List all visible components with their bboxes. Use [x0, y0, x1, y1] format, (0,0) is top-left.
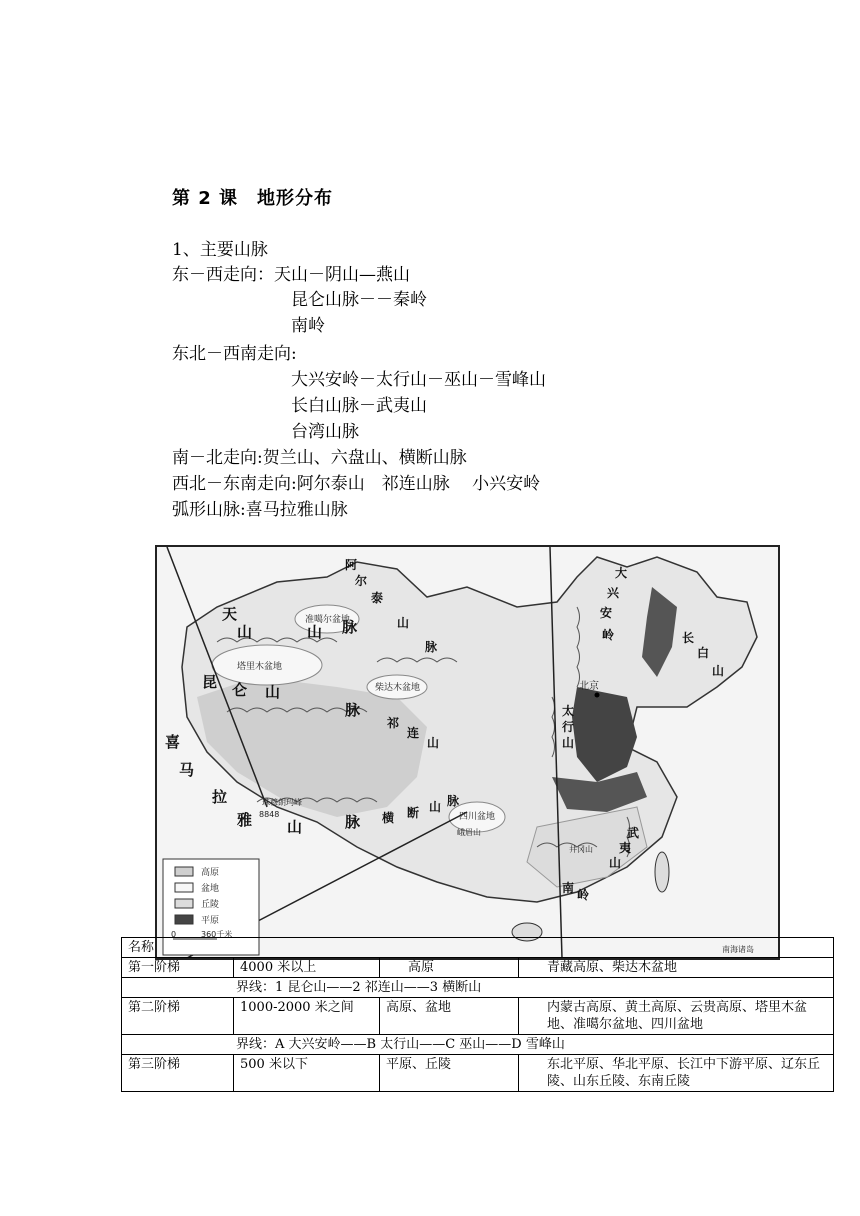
step-type: 平原、丘陵: [380, 1055, 519, 1092]
label-beijing: 北京: [579, 681, 599, 692]
label-nanhai: 南海诸岛: [722, 945, 754, 954]
label-daxinganling-4: 岭: [602, 628, 615, 642]
table-boundary-row: [122, 978, 834, 998]
label-altai-2: 尔: [355, 574, 368, 588]
text-line: 南－北走向:贺兰山、六盘山、横断山脉: [172, 448, 467, 468]
label-daxinganling-1: 大: [615, 566, 628, 580]
terrain-steps-table: [121, 937, 834, 1092]
label-wuyi-3: 山: [609, 856, 622, 870]
label-tianshan-2: 山: [237, 623, 253, 641]
step-examples: 东北平原、华北平原、长江中下游平原、辽东丘陵、山东丘陵、东南丘陵: [519, 1055, 834, 1092]
text-line: 西北－东南走向:阿尔泰山 祁连山脉 小兴安岭: [172, 474, 541, 494]
section-heading: 1、主要山脉: [172, 240, 268, 260]
label-taklimakan: 塔里木盆地: [237, 662, 283, 672]
label-taihang-3: 山: [562, 736, 575, 750]
text-line: 台湾山脉: [291, 422, 359, 442]
label-everest: 珠穆朗玛峰: [262, 798, 302, 807]
label-altai-4: 山: [397, 616, 410, 630]
label-hengduan-4: 脉: [447, 794, 460, 808]
text-line: 弧形山脉:喜马拉雅山脉: [172, 500, 348, 520]
label-qilian-3: 山: [427, 736, 440, 750]
text-line: 南岭: [291, 316, 325, 336]
legend-plain: 平原: [201, 916, 220, 926]
terrain-map-svg: [157, 547, 778, 958]
label-hengduan-2: 断: [407, 806, 420, 820]
label-junggar: 准噶尔盆地: [305, 615, 351, 625]
label-altai-3: 泰: [371, 591, 384, 605]
text-line: 昆仑山脉－－秦岭: [291, 290, 427, 310]
label-qilian-1: 祁: [387, 716, 400, 730]
label-qilian-2: 连: [407, 726, 420, 740]
text-line: 长白山脉－武夷山: [291, 396, 427, 416]
table-row: [122, 958, 834, 978]
lesson-title: 第 2 课 地形分布: [172, 188, 334, 209]
table-header-cell: [122, 938, 834, 958]
label-daxinganling-3: 安: [600, 606, 613, 620]
step-name: 第一阶梯: [122, 958, 234, 978]
label-kunlun-4: 脉: [345, 701, 361, 719]
label-changbai-3: 山: [712, 664, 725, 678]
label-taihang-2: 行: [562, 720, 575, 734]
label-himalaya-5: 山: [287, 818, 303, 836]
label-everest-height: 8848: [259, 810, 280, 819]
step-examples: 青藏高原、柴达木盆地: [519, 958, 834, 978]
label-himalaya-3: 拉: [212, 788, 228, 806]
step-type: 高原、盆地: [380, 998, 519, 1035]
label-himalaya-1: 喜: [165, 733, 181, 751]
legend-plateau: 高原: [201, 868, 220, 878]
table-boundary-row: [122, 1035, 834, 1055]
label-kunlun-2: 仑: [232, 681, 248, 699]
boundary-text: 界线：A 大兴安岭——B 太行山——C 巫山——D 雪峰山: [122, 1035, 834, 1055]
legend-basin: 盆地: [201, 884, 220, 894]
label-himalaya-2: 马: [179, 761, 195, 779]
label-tianshan-1: 天: [222, 605, 238, 623]
text-line: 东北－西南走向:: [172, 344, 297, 364]
label-tianshan-4: 脉: [342, 618, 358, 636]
label-emei: 峨眉山: [457, 828, 481, 837]
step-examples: 内蒙古高原、黄土高原、云贵高原、塔里木盆地、准噶尔盆地、四川盆地: [519, 998, 834, 1035]
text-line: 大兴安岭－太行山－巫山－雪峰山: [291, 370, 546, 390]
label-himalaya-6: 脉: [345, 813, 361, 831]
table-row: [122, 998, 834, 1035]
boundary-text: 界线：1 昆仑山——2 祁连山——3 横断山: [122, 978, 834, 998]
table-row: [122, 1055, 834, 1092]
legend-scale-zero: 0: [171, 930, 177, 939]
step-name: 第二阶梯: [122, 998, 234, 1035]
legend-hills: 丘陵: [201, 900, 220, 910]
label-changbai-1: 长: [682, 631, 695, 645]
step-altitude: 1000-2000 米之间: [234, 998, 380, 1035]
label-wuyi-1: 武: [627, 826, 640, 840]
label-himalaya-4: 雅: [237, 811, 253, 829]
label-hengduan-3: 山: [429, 800, 442, 814]
beijing-marker: [595, 693, 600, 698]
terrain-map: [155, 545, 780, 960]
label-daxinganling-2: 兴: [607, 586, 620, 600]
label-jinggang: 井冈山: [569, 845, 593, 854]
label-altai-1: 阿: [345, 558, 358, 572]
step-altitude: 4000 米以上: [234, 958, 380, 978]
label-changbai-2: 白: [697, 646, 710, 660]
label-altai-5: 脉: [425, 640, 438, 654]
label-wuyi-2: 夷: [619, 841, 632, 855]
label-nanling-1: 南: [562, 881, 575, 895]
taiwan-island: [655, 852, 669, 892]
label-taihang-1: 太: [562, 704, 575, 718]
label-kunlun-1: 昆: [202, 673, 218, 691]
label-tianshan-3: 山: [307, 623, 323, 641]
label-nanling-2: 岭: [577, 888, 590, 902]
table-header-fragment: 名称: [128, 940, 155, 955]
step-name: 第三阶梯: [122, 1055, 234, 1092]
label-kunlun-3: 山: [265, 683, 281, 701]
label-sichuan: 四川盆地: [459, 812, 496, 822]
legend-scale-value: 360千米: [201, 930, 233, 939]
table-header-row: [122, 938, 834, 958]
label-qaidam: 柴达木盆地: [375, 683, 421, 693]
text-line: 东－西走向：天山－阴山—燕山: [172, 265, 410, 285]
label-hengduan-1: 横: [382, 811, 395, 825]
step-altitude: 500 米以下: [234, 1055, 380, 1092]
step-type: 高原: [380, 958, 519, 978]
